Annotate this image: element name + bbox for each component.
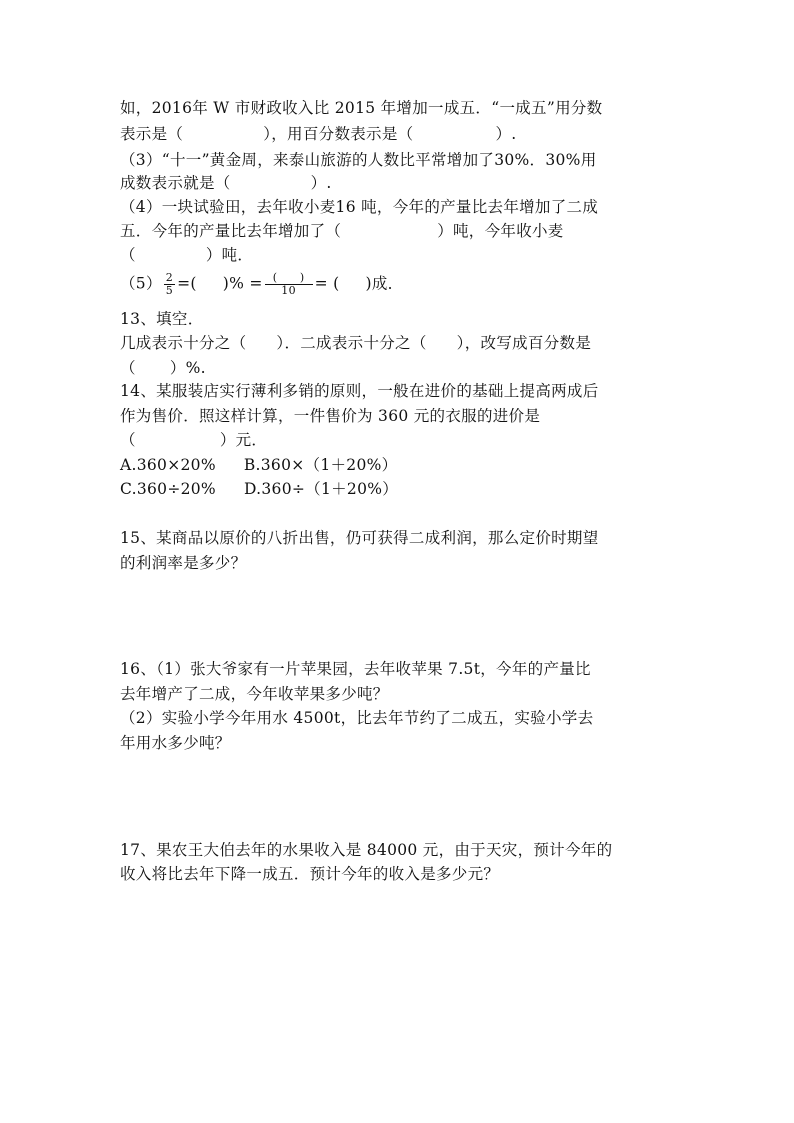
text-fragment: ），用百分数表示是（ [263, 125, 414, 143]
fraction-numerator: 2 [165, 271, 174, 284]
text-fragment: )成． [365, 274, 404, 293]
text-line: （4）一块试验田，去年收小麦16 吨，今年的产量比去年增加了二成 [120, 198, 599, 216]
text-line [120, 245, 253, 265]
choice-a: A.360×20% [120, 456, 216, 474]
text-line [120, 333, 591, 353]
choice-line [120, 479, 398, 499]
text-fragment: =( [177, 274, 197, 293]
fraction [164, 272, 175, 297]
choice-b: B.360×（1＋20%） [243, 456, 398, 474]
question-heading: 14、某服装店实行薄利多销的原则，一般在进价的基础上提高两成后 [120, 382, 599, 400]
text-fragment: （ [120, 359, 136, 377]
text-fragment: = ( [314, 274, 340, 293]
text-fragment: ）. [310, 174, 332, 192]
text-fragment: ）. [495, 125, 517, 143]
text-line: 去年增产了二成，今年收苹果多少吨？ [120, 685, 389, 703]
fraction-numerator: ( ) [265, 272, 313, 285]
question-heading: 15、某商品以原价的八折出售，仍可获得二成利润，那么定价时期望 [120, 529, 599, 547]
fraction-denominator: 10 [281, 284, 296, 297]
text-fragment: )% = [222, 274, 263, 293]
text-fragment: ）．二成表示十分之（ [276, 334, 427, 352]
text-line [120, 272, 403, 297]
text-line [120, 221, 564, 241]
question-heading: 13、填空． [120, 310, 204, 328]
fraction [265, 272, 313, 297]
choice-d: D.360÷（1＋20%） [243, 480, 399, 498]
text-fragment: ）元． [219, 431, 268, 449]
text-fragment: ），改写成百分数是 [456, 334, 592, 352]
text-fragment: （ [120, 431, 136, 449]
text-line: 如，2016年 W 市财政收入比 2015 年增加一成五．“一成五”用分数 [120, 99, 603, 117]
text-fragment: 几成表示十分之（ [120, 334, 247, 352]
text-fragment: 表示是（ [120, 125, 184, 143]
text-line: 收入将比去年下降一成五．预计今年的收入是多少元？ [120, 865, 500, 883]
text-line [120, 173, 332, 193]
text-line: （3）“十一”黄金周，来泰山旅游的人数比平常增加了30%．30%用 [120, 151, 597, 169]
text-line: 作为售价．照这样计算，一件售价为 360 元的衣服的进价是 [120, 407, 541, 425]
text-fragment: 成数表示就是（ [120, 174, 231, 192]
text-fragment: （ [120, 246, 136, 264]
text-line [120, 124, 517, 144]
text-fragment: ）%. [169, 359, 206, 377]
question-heading: 16、（1）张大爷家有一片苹果园，去年收苹果 7.5t，今年的产量比 [120, 660, 591, 678]
text-line [120, 358, 206, 378]
text-line [120, 430, 267, 450]
text-line: 的利润率是多少？ [120, 554, 247, 572]
text-fragment: 五．今年的产量比去年增加了（ [120, 222, 342, 240]
text-line: （2）实验小学今年用水 4500t，比去年节约了二成五，实验小学去 [120, 709, 594, 727]
question-number: （5） [120, 274, 162, 293]
question-heading: 17、果农王大伯去年的水果收入是 84000 元，由于天灾，预计今年的 [120, 841, 613, 859]
choice-line [120, 455, 397, 475]
text-line: 年用水多少吨？ [120, 734, 231, 752]
choice-c: C.360÷20% [120, 480, 216, 498]
fraction-denominator: 5 [165, 284, 174, 297]
text-fragment: ）吨． [205, 246, 254, 264]
text-fragment: ）吨，今年收小麦 [437, 222, 564, 240]
